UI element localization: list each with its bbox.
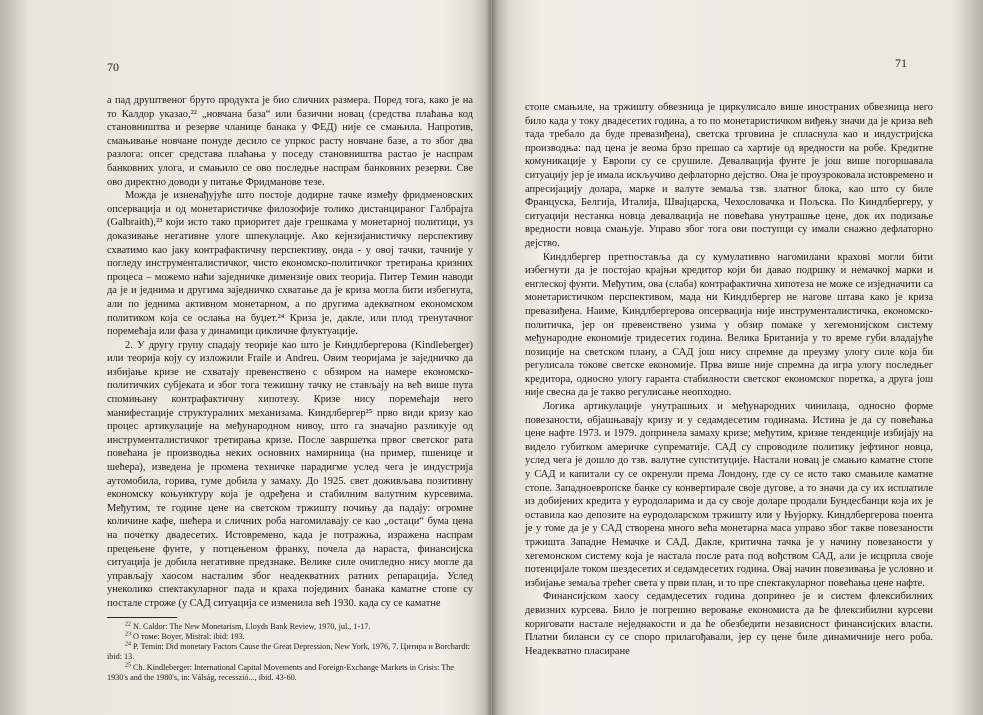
page-number: 71 [895,56,907,70]
footnote: $^{22}$ N. Caldor: The New Monetarism, Lloyds Bank Review, 1970, jul., 1-17. [125,620,371,631]
paragraph: Финансијском хаосу седамдесетих година допринео је и систем флексибилних девизних курсева. Било је погрешно веровање економиста да ће флексибилни курсеви кориговати настале неједнакости и да ће обезбедити независност финансијских власти. Платни биланси су се споро прилагођавали, јер су цене биле динамичније него роба. Неадекватно пласиране [525,591,933,657]
page-number: 70 [107,60,119,74]
gutter-shadow [473,0,491,715]
paragraph: стопе смањиле, на тржишту обвезница је циркулисало више иностраних обвезница него било када у току двадесетих година, а то по монетаристичком виђењу значи да је криза већ тада требало да буде превазиђена), светска трговина је спласнула као и индустријска производња: пад цена је веома брзо прешао са хартије од вредности на робе. Кредитне комуникације у Европи су се срушиле. Девалвација фунте је још више погоршавала ситуацију јер је имала искључиво дефлаторно дејство. Она је проузроковала истовремено и апресијацију долара, марке и валуте земаља тзв. златног блока, као што су биле Француска, Белгија, Италија, Швајцарска, Чехословачка и Пољска. По Киндлбергеру, у ситуацији нестанка новца девалвација не повећава унутрашње цене, док их подизање вредности новца смањује. Управо због тога ови поступци су имали снажно дефлаторно дејство. [525,102,933,249]
paragraph: Можда је изненађујуће што постоје додирне тачке између фридменовских опсервација и од монетаристичке филозофије толико дистанцираног Галбрајта (Galbraith),²³ који исто тако приоритет даје грешкама у монетарној политици, уз доказивање негативне улоге шпекулације. Ако кејнзијанистичку перспективу схватимо као јаку контрафактичну перспективу, онда - у овој тачки, тачније у погледу инструменталистичког, чисто економско-политичког третирања кризних процеса – можемо наћи заједничке димензије ових теорија. Питер Темин наводи да је и једнима и другима заједничко схватање да је криза могла бити избегнута, али по једнима активном монетарном, а по другима адекватном економском политиком која се ослања на буџет.²⁴ Криза је, дакле, или плод тренутачног поремећаја или фаза у динамици цикличне флуктуације. [107,190,473,338]
left-page [0,0,491,715]
paragraph: а пад друштвеног бруто продукта је био сличних размера. Поред тога, како је на то Калдор указао,²² „новчана база“ или базични новац (средства плаћања код становништва и резерве чланице банака у ФЕД) није се смањила. Напротив, смањивање новчане понуде десило се упркос расту новчане базе, а то због два разлога: опсег средстава плаћања у поседу становништва растао је наспрам банковних улога, и смањило се ово последње наспрам банковних резерви. Све ово директно доводи у питање Фридманове тезе. [107,95,473,188]
text-column [525,101,933,658]
footnote: $^{24}$ P. Temin: Did monetary Factors Cause the Great Depression, New York, 1976, 7. Цитира и Borchardt: ibid: 13. [107,641,470,662]
text-column [107,94,473,683]
paragraph: Киндлбергер претпоставља да су кумулативно нагомилани краховi могли бити избегнути да је постојао крајњи кредитор који би давао подршку и немачкој марки и енглеској фунти. Међутим, ова (слаба) контрафактична хипотеза не може се изједначити са монетаристичком перспективом, мада ни Киндлбергер не нагове штава како је криза превазиђена. Наиме, Киндлбергерова опсервација није инструменталистичка, економско-политичка, јер он превенствено узима у обзир помаке у хегемонијском систему међународне економије тридесетих година. Велика Британија у то време губи владајуће позиције на светском плану, а САД још нису спремне да преузму улогу силе која би регулисала токове светске економије. Прва више није спремна да игра улогу последњег кредитора, односно улогу гаранта стабилности светског економског поретка, а друга још није свесна да је такво регулисање неопходно. [525,251,933,399]
paragraph: 2. У другу групу спадају теорије као што је Киндлбергерова (Kindleberger) или теорија коју су изложили Fraile и Andreu. Овим теоријама је заједничко да избијање кризе не схватају превенствено с обзиром на намере економско-политичких субјеката и због тога тежишну тачку не стављају на већ више пута спомињану контрафактичну хипотезу. Кризе нису поремећаји него манифестације структуралних механизама. Киндлбергер²⁵ прво види кризу као процес артикулације на међународном нивоу, што га значајно разликује од инструменталистичког третирања кризе. После завршетка првог светског рата повећана је производња неких основних намирница (на пример, пшенице и шећера), изведена је промена техничке парадигме услед чега је индустрија аутомобила, горива, гуме добила у замаху. До 1925. свет доживљава позитивну економску коњунктуру која је одређена и стабилним валутним курсевима. Међутим, те годинe цене на светском тржишту почињу да падају: огромне количине кафе, шећера и сличних роба нагомилавају се као „остаци“ бума цена на почетку двадесетих. Истовремено, када је потражња, изражена наспрам прецењене фунте, у потцењеном франку, почела да нараста, финансијска ситуација је добила негативне предзнаке. Велике силе очигледно нису могле да управљају хаосом насталим због неадекватних ратних репарација. Услед унеколико спектакуларног пада и краха појединих банака каматне стопе су постале строже (у САД ситуација се изменила већ 1930. када су се каматне [107,339,473,609]
footnote-divider [107,617,177,618]
paragraph: Логика артикулације унутрашњих и међународних чинилаца, односно форме повезаности, објашњавају кризу и у седамдесетим годинама. Истина је да су повећања цене нафте 1973. и 1979. допринела замаху кризе; међутим, кризне тенденције избијају на видело губитком америчке супрематије. САД су спроводиле политику јефтиног новца, услед чега је дошло до тзв. валутне супституције. Настали новац је смањио каматне стопе у САД и капитали су се окренули према Лондону, где су се исто тако смањиле каматне стопе. Западноевропске банке су конвертирале своје дугове, а то значи да су их исплатиле из добијених кредита у еуродоларима и да су своје доларе продали Бундесбанци која их је оставила као депозите на еуродоларском тржишту или у Њујорку. Киндлбергерова поента је у томе да је у САД створена много већа монетарна маса управо због такве повезаности тржишта Западне Немачке и САД. Дакле, критична тачка је у начину повезаности у хегемонском систему која је настала после рата под вођством САД, али је исцрпла своје потенцијале током шездесетих и седамдесетих година. Овај начин повезивања је условно и избијање земаља трећег света у први план, и то пре спектакуларног повећања цене нафте. [525,401,933,589]
footnote: $^{23}$ O томе: Boyer, Mistral: ibid: 193. [125,631,245,641]
footnote: $^{25}$ Ch. Kindleberger: International Capital Movements and Foreign-Exchange Markets in Crisis: The 1930's and the 1980's, in: Válság, recesszió..., ibid. 43-60. [107,662,455,683]
right-page [492,0,983,715]
